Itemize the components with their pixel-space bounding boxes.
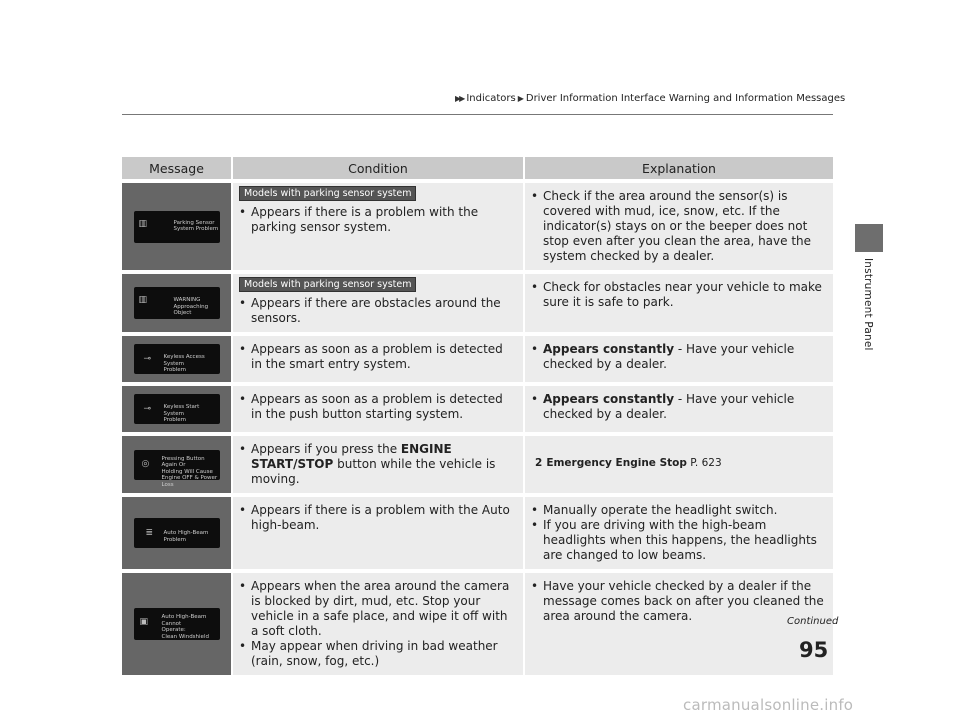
message-screen [134,608,220,640]
power-button-icon: ◎ [141,458,150,469]
message-table [122,153,833,679]
double-triangle-icon: ▶▶ [455,94,464,103]
condition-cell [233,497,525,569]
table-row [122,436,833,493]
list-item: • Appears constantly - Have your vehicle checked by a dealer. [531,392,795,421]
model-badge: Models with parking sensor system [239,277,416,292]
car-sensor-icon: ▥ [138,218,148,229]
car-sensor-icon: ▥ [138,295,148,305]
triangle-separator-icon: ▶ [517,94,524,103]
breadcrumb-item-messages[interactable]: Driver Information Interface Warning and Information Messages [525,93,846,104]
message-image-cell [122,183,233,270]
list-item: • Appears if there is a problem with the Auto high-beam. [239,503,510,532]
table-row [122,336,833,382]
table-header-row [122,157,833,179]
condition-cell [233,386,525,432]
message-image-cell [122,573,233,675]
message-screen [134,394,220,424]
header-condition: Condition [233,157,525,179]
condition-cell [233,183,525,270]
list-item: • Check for obstacles near your vehicle to make sure it is safe to park. [531,280,822,309]
key-icon: ⊸ [143,404,152,414]
key-icon: ⊸ [143,354,152,364]
table-row [122,274,833,332]
message-image-cell [122,274,233,332]
message-screen [134,518,220,548]
list-item: • Appears if you press the ENGINE START/STOP button while the vehicle is moving. [239,442,496,486]
camera-icon: ▣ [139,617,149,627]
message-screen [134,344,220,374]
message-image-cell [122,497,233,569]
list-item: • Appears when the area around the camera is blocked by dirt, mud, etc. Stop your vehicle in a safe place, and wipe it off with a soft cloth. [239,579,510,638]
message-image-cell [122,336,233,382]
breadcrumb-item-indicators[interactable]: Indicators [466,93,516,104]
header-explanation: Explanation [525,157,833,179]
list-item: • Appears as soon as a problem is detected in the smart entry system. [239,342,503,371]
list-item: • May appear when driving in bad weather (rain, snow, fog, etc.) [239,639,498,668]
condition-cell [233,573,525,675]
list-item: • If you are driving with the high-beam headlights when this happens, the headlights are changed to low beams. [531,518,817,562]
list-item: • Check if the area around the sensor(s) is covered with mud, ice, snow, etc. If the indicator(s) stays on or the beeper does not stop even after you clean the area, have the system checked by a dealer. [531,189,812,263]
screen-text: Pressing Button Again Or Holding Will Cause Engine OFF & Power Loss [161,455,218,488]
explanation-cell [525,336,833,382]
list-item: • Appears constantly - Have your vehicle checked by a dealer. [531,342,795,371]
table-row [122,386,833,432]
message-screen [134,450,220,488]
message-screen [134,211,220,243]
section-tab-marker [855,224,883,252]
table-row [122,183,833,270]
high-beam-icon: ≣ [145,528,154,538]
screen-text: Auto High-Beam Cannot Operate: Clean Windshield [161,614,209,640]
header-rule [122,114,833,115]
explanation-cell [525,183,833,270]
cross-reference-link[interactable]: 2 Emergency Engine Stop P. 623 [535,457,722,469]
screen-text: Parking Sensor System Problem [173,219,219,232]
screen-text: Auto High-Beam Problem [163,530,209,543]
list-item: • Manually operate the headlight switch. [531,503,778,517]
list-item: • Appears if there are obstacles around the sensors. [239,296,501,325]
model-badge: Models with parking sensor system [239,186,416,201]
condition-cell [233,436,525,493]
continued-label: Continued [787,616,839,627]
list-item: • Appears if there is a problem with the parking sensor system. [239,205,479,234]
message-image-cell [122,386,233,432]
table-row [122,497,833,569]
explanation-cell [525,436,833,493]
message-screen [134,287,220,319]
screen-text: Keyless Start System Problem [163,404,200,423]
screen-text: WARNING Approaching Object [173,297,209,316]
reference-arrow-icon: 2 [535,457,543,469]
list-item: • Appears as soon as a problem is detected in the push button starting system. [239,392,503,421]
header-message: Message [122,157,233,179]
breadcrumb [455,93,845,104]
table-row [122,573,833,675]
message-image-cell [122,436,233,493]
condition-cell [233,336,525,382]
page-number: 95 [799,638,829,662]
condition-cell [233,274,525,332]
list-item: • Have your vehicle checked by a dealer if the message comes back on after you cleaned the area around the camera. [531,579,824,623]
screen-text: Keyless Access System Problem [163,354,205,373]
explanation-cell [525,274,833,332]
section-label: Instrument Panel [862,258,874,351]
watermark: carmanualsonline.info [683,696,854,714]
explanation-cell [525,386,833,432]
explanation-cell [525,497,833,569]
